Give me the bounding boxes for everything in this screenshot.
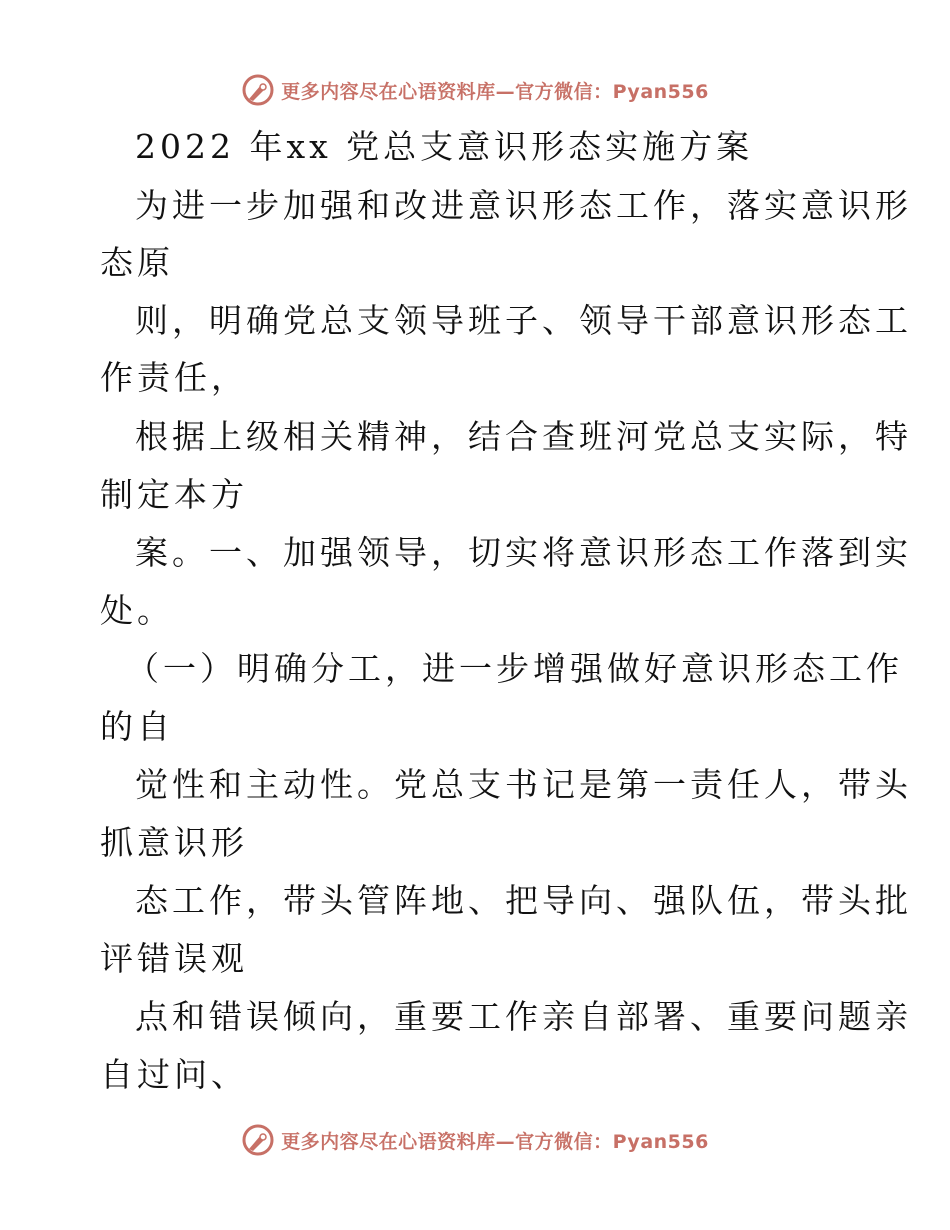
paragraph-line: 态工作，带头管阵地、把导向、强队伍，带头批 [135,881,912,920]
paragraph-line: 态原 [100,243,174,282]
paragraph-line: 点和错误倾向，重要工作亲自部署、重要问题亲 [135,997,912,1036]
paragraph-line: 处。 [100,591,174,630]
paragraph-line: 抓意识形 [100,823,248,862]
paragraph-line: 评错误观 [100,939,248,978]
watermark-text: 更多内容尽在心语资料库—官方微信：Pyan556 [281,1130,709,1153]
footer-watermark [0,1120,950,1160]
paragraph-line: 为进一步加强和改进意识形态工作，落实意识形 [135,186,912,225]
paragraph-line: 制定本方 [100,475,248,514]
paragraph-line: （一）明确分工，进一步增强做好意识形态工作 [126,649,903,688]
paragraph-line: 觉性和主动性。党总支书记是第一责任人，带头 [135,765,912,804]
paragraph-line: 根据上级相关精神，结合查班河党总支实际，特 [135,417,912,456]
pen-circle-logo-icon [241,1123,275,1157]
paragraph-line: 案。一、加强领导，切实将意识形态工作落到实 [135,533,912,572]
paragraph-line: 则，明确党总支领导班子、领导干部意识形态工 [135,301,912,340]
watermark-text: 更多内容尽在心语资料库—官方微信：Pyan556 [281,80,709,103]
document-title: 2022 年xx 党总支意识形态实施方案 [135,127,754,166]
paragraph-line: 的自 [100,707,174,746]
paragraph-line: 作责任， [100,358,248,397]
paragraph-line: 自过问、 [100,1055,248,1094]
